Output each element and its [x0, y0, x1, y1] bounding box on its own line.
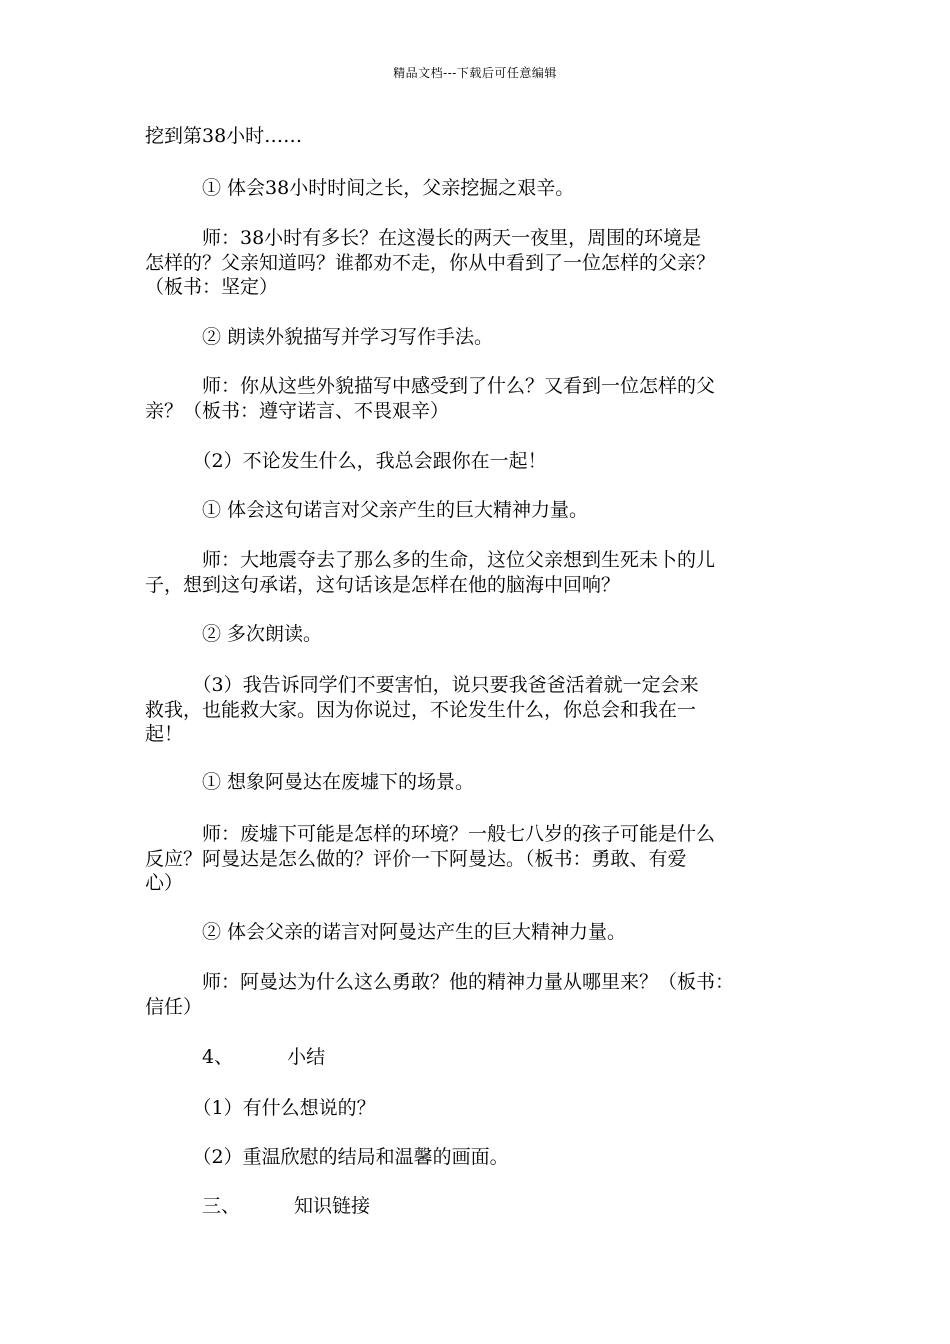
text-line: ② 多次朗读。	[145, 623, 323, 645]
section-heading	[145, 1045, 815, 1070]
paragraph	[145, 124, 815, 149]
paragraph	[145, 920, 815, 945]
text-line: ① 体会这句诺言对父亲产生的巨大精神力量。	[145, 499, 589, 521]
text-line: ① 体会38小时时间之长，父亲挖掘之艰辛。	[145, 177, 575, 199]
paragraph	[145, 673, 815, 747]
text-line: 师：废墟下可能是怎样的环境？一般七八岁的孩子可能是什么	[145, 823, 716, 845]
text-line: ① 想象阿曼达在废墟下的场景。	[145, 771, 475, 793]
paragraph	[145, 374, 815, 423]
paragraph	[145, 1096, 815, 1121]
paragraph	[145, 325, 815, 350]
text-line: 师：大地震夺去了那么多的生命，这位父亲想到生死未卜的儿	[145, 549, 716, 571]
page-header: 精品文档---下载后可任意编辑	[393, 66, 557, 80]
text-line: 子，想到这句承诺，这句话该是怎样在他的脑海中回响？	[145, 573, 621, 596]
text-line: 救我，也能救大家。因为你说过，不论发生什么，你总会和我在一	[145, 698, 697, 721]
text-line: 挖到第38小时……	[145, 125, 303, 147]
paragraph	[145, 548, 815, 597]
text-line: （2）不论发生什么，我总会跟你在一起！	[145, 450, 547, 472]
text-line: 心）	[145, 872, 184, 894]
text-line: 反应？阿曼达是怎么做的？评价一下阿曼达。（板书：勇敢、有爱	[145, 847, 687, 870]
text-line: 师：你从这些外貌描写中感受到了什么？又看到一位怎样的父	[145, 375, 716, 397]
heading-text: 小结	[287, 1046, 326, 1068]
paragraph	[145, 176, 815, 201]
text-line: 信任）	[145, 995, 203, 1018]
paragraph	[145, 970, 815, 1019]
text-line: ② 朗读外貌描写并学习写作手法。	[145, 326, 494, 348]
paragraph	[145, 449, 815, 474]
paragraph	[145, 822, 815, 896]
heading-number: 三、	[145, 1195, 241, 1217]
text-line: ② 体会父亲的诺言对阿曼达产生的巨大精神力量。	[145, 921, 627, 943]
text-line: （1）有什么想说的？	[145, 1097, 376, 1119]
text-line: （板书：坚定）	[145, 276, 279, 298]
paragraph	[145, 498, 815, 523]
text-line: 怎样的？父亲知道吗？谁都劝不走，你从中看到了一位怎样的父亲？	[145, 251, 716, 274]
heading-text: 知识链接	[294, 1195, 371, 1217]
paragraph	[145, 622, 815, 647]
text-line: 师：38小时有多长？在这漫长的两天一夜里，周围的环境是	[145, 227, 702, 249]
section-heading	[145, 1194, 815, 1219]
paragraph	[145, 226, 815, 300]
text-line: 亲？（板书：遵守诺言、不畏艰辛）	[145, 399, 450, 422]
paragraph	[145, 1145, 815, 1170]
text-line: （2）重温欣慰的结局和温馨的画面。	[145, 1146, 509, 1168]
heading-number: 4、	[145, 1046, 234, 1068]
text-line: （3）我告诉同学们不要害怕，说只要我爸爸活着就一定会来	[145, 674, 699, 696]
paragraph	[145, 770, 815, 795]
text-line: 师：阿曼达为什么这么勇敢？他的精神力量从哪里来？（板书：	[145, 971, 735, 993]
text-line: 起！	[145, 723, 184, 745]
